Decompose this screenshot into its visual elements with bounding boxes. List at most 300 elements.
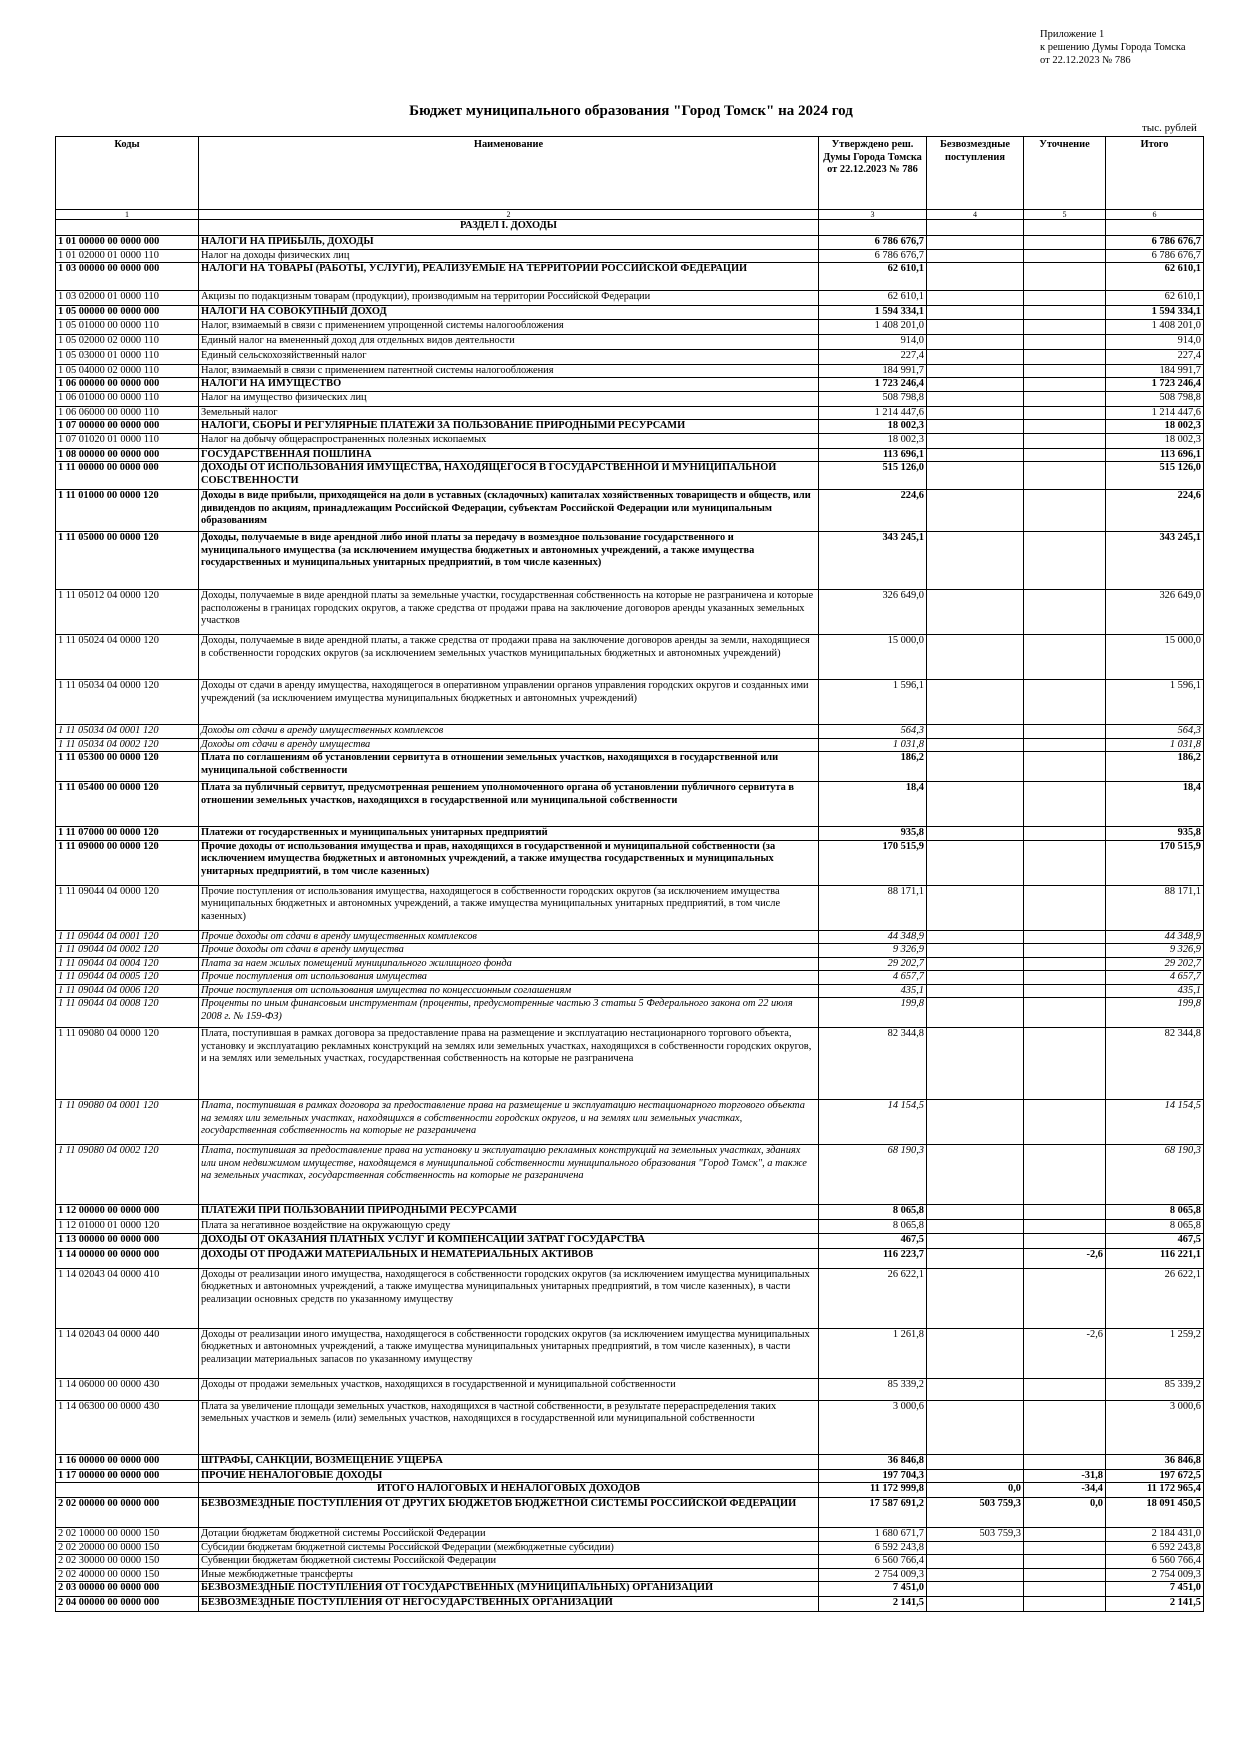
row-clarification	[1024, 635, 1106, 680]
row-approved: 6 786 676,7	[819, 236, 927, 250]
row-name: Налог на доходы физических лиц	[199, 249, 819, 263]
row-clarification	[1024, 590, 1106, 635]
column-number: 6	[1106, 210, 1204, 220]
column-number: 1	[56, 210, 199, 220]
row-total: 7 451,0	[1106, 1582, 1204, 1597]
table-row	[56, 236, 1204, 250]
row-gratuitous	[927, 957, 1024, 971]
row-code: 1 11 05400 00 0000 120	[56, 782, 199, 827]
row-approved: 36 846,8	[819, 1454, 927, 1469]
row-code: 1 11 07000 00 0000 120	[56, 827, 199, 841]
row-name: БЕЗВОЗМЕЗДНЫЕ ПОСТУПЛЕНИЯ ОТ ГОСУДАРСТВЕННЫХ (МУНИЦИПАЛЬНЫХ) ОРГАНИЗАЦИЙ	[199, 1582, 819, 1597]
table-row	[56, 885, 1204, 930]
table-row	[56, 1469, 1204, 1483]
row-gratuitous	[927, 291, 1024, 306]
row-code: 1 14 06000 00 0000 430	[56, 1378, 199, 1400]
table-row	[56, 1582, 1204, 1597]
row-total: 1 723 246,4	[1106, 378, 1204, 392]
row-code: 1 12 01000 01 0000 120	[56, 1220, 199, 1234]
row-clarification	[1024, 1268, 1106, 1328]
row-clarification	[1024, 349, 1106, 364]
table-row	[56, 1498, 1204, 1528]
row-code: 1 14 02043 04 0000 410	[56, 1268, 199, 1328]
table-row	[56, 319, 1204, 334]
row-code: 1 11 09044 04 0008 120	[56, 998, 199, 1028]
row-clarification	[1024, 680, 1106, 725]
row-clarification	[1024, 319, 1106, 334]
row-total: 18 002,3	[1106, 433, 1204, 448]
table-row	[56, 420, 1204, 434]
table-row	[56, 1145, 1204, 1205]
table-row	[56, 738, 1204, 752]
row-approved: 2 141,5	[819, 1597, 927, 1612]
row-total: 18,4	[1106, 782, 1204, 827]
row-name: Акцизы по подакцизным товарам (продукции), производимым на территории Российской Федерации	[199, 291, 819, 306]
row-code: 1 16 00000 00 0000 000	[56, 1454, 199, 1469]
row-clarification	[1024, 1568, 1106, 1582]
row-approved: 18,4	[819, 782, 927, 827]
row-gratuitous	[927, 635, 1024, 680]
row-approved: 82 344,8	[819, 1028, 927, 1100]
row-approved: 508 798,8	[819, 391, 927, 406]
row-total: 2 184 431,0	[1106, 1528, 1204, 1542]
row-total: 1 031,8	[1106, 738, 1204, 752]
row-gratuitous	[927, 1268, 1024, 1328]
row-clarification	[1024, 782, 1106, 827]
table-row	[56, 306, 1204, 320]
row-approved: 467,5	[819, 1233, 927, 1248]
row-approved: 26 622,1	[819, 1268, 927, 1328]
row-total: 1 596,1	[1106, 680, 1204, 725]
row-gratuitous	[927, 462, 1024, 490]
row-name: Налог, взимаемый в связи с применением упрощенной системы налогообложения	[199, 319, 819, 334]
row-code: 1 07 01020 01 0000 110	[56, 433, 199, 448]
row-code: 1 14 02043 04 0000 440	[56, 1328, 199, 1378]
row-gratuitous	[927, 306, 1024, 320]
row-clarification	[1024, 306, 1106, 320]
row-clarification	[1024, 1597, 1106, 1612]
row-clarification	[1024, 391, 1106, 406]
row-gratuitous	[927, 930, 1024, 944]
row-approved: 6 560 766,4	[819, 1555, 927, 1569]
row-code: 1 11 09080 04 0001 120	[56, 1100, 199, 1145]
row-code: 1 11 01000 00 0000 120	[56, 490, 199, 532]
row-name: ДОХОДЫ ОТ ИСПОЛЬЗОВАНИЯ ИМУЩЕСТВА, НАХОДЯЩЕГОСЯ В ГОСУДАРСТВЕННОЙ И МУНИЦИПАЛЬНОЙ СОБСТВЕННОСТИ	[199, 462, 819, 490]
row-approved: 88 171,1	[819, 885, 927, 930]
table-row	[56, 433, 1204, 448]
row-approved: 914,0	[819, 334, 927, 349]
row-name: ДОХОДЫ ОТ ПРОДАЖИ МАТЕРИАЛЬНЫХ И НЕМАТЕРИАЛЬНЫХ АКТИВОВ	[199, 1248, 819, 1268]
column-number-row	[56, 210, 1204, 220]
row-name: Доходы, получаемые в виде арендной либо иной платы за передачу в возмездное пользование государственного и муниципального имущества (за исключением имущества бюджетных и автономных учреждений, а также имущества государственных и муниципальных унитарных предприятий, в том числе казенных)	[199, 532, 819, 590]
row-approved: 224,6	[819, 490, 927, 532]
row-name: Проценты по иным финансовым инструментам (проценты, предусмотренные частью 3 статьи 5 Федерального закона от 22 июля 2008 г. № 159-ФЗ)	[199, 998, 819, 1028]
row-total: 9 326,9	[1106, 944, 1204, 958]
row-clarification	[1024, 984, 1106, 998]
row-total: 36 846,8	[1106, 1454, 1204, 1469]
row-clarification	[1024, 1145, 1106, 1205]
row-code: 1 05 01000 00 0000 110	[56, 319, 199, 334]
section-title: РАЗДЕЛ I. ДОХОДЫ	[199, 220, 819, 236]
row-approved: 4 657,7	[819, 971, 927, 985]
table-row	[56, 1528, 1204, 1542]
row-total: 62 610,1	[1106, 263, 1204, 291]
row-total: 1 594 334,1	[1106, 306, 1204, 320]
row-gratuitous	[927, 725, 1024, 739]
row-total: 1 214 447,6	[1106, 406, 1204, 420]
row-approved: 9 326,9	[819, 944, 927, 958]
row-total: 1 408 201,0	[1106, 319, 1204, 334]
budget-table	[55, 136, 1204, 1612]
row-gratuitous	[927, 1100, 1024, 1145]
table-row	[56, 635, 1204, 680]
row-gratuitous	[927, 532, 1024, 590]
table-row	[56, 725, 1204, 739]
row-approved: 17 587 691,2	[819, 1498, 927, 1528]
row-code: 1 11 05000 00 0000 120	[56, 532, 199, 590]
row-name: Доходы в виде прибыли, приходящейся на доли в уставных (складочных) капиталах хозяйственных товариществ и обществ, или дивидендов по акциям, принадлежащим Российской Федерации, субъектам Российской Федерации или муниципальным образованиям	[199, 490, 819, 532]
row-code: 1 08 00000 00 0000 000	[56, 448, 199, 462]
table-row	[56, 827, 1204, 841]
table-row	[56, 957, 1204, 971]
row-total: 227,4	[1106, 349, 1204, 364]
row-total: 326 649,0	[1106, 590, 1204, 635]
row-name: Субсидии бюджетам бюджетной системы Российской Федерации (межбюджетные субсидии)	[199, 1541, 819, 1555]
row-total: 11 172 965,4	[1106, 1483, 1204, 1498]
table-row	[56, 263, 1204, 291]
row-clarification	[1024, 1582, 1106, 1597]
row-gratuitous	[927, 1378, 1024, 1400]
row-total: 515 126,0	[1106, 462, 1204, 490]
header-clarification: Уточнение	[1024, 137, 1106, 210]
row-clarification: 0,0	[1024, 1498, 1106, 1528]
section-cell-empty	[927, 220, 1024, 236]
row-name: Единый сельскохозяйственный налог	[199, 349, 819, 364]
row-code: 1 14 00000 00 0000 000	[56, 1248, 199, 1268]
table-row	[56, 930, 1204, 944]
row-approved: 935,8	[819, 827, 927, 841]
row-code: 1 01 00000 00 0000 000	[56, 236, 199, 250]
row-approved: 186,2	[819, 752, 927, 782]
row-gratuitous	[927, 971, 1024, 985]
row-clarification	[1024, 930, 1106, 944]
table-header-row	[56, 137, 1204, 210]
row-clarification	[1024, 1100, 1106, 1145]
row-total: 44 348,9	[1106, 930, 1204, 944]
row-approved: 85 339,2	[819, 1378, 927, 1400]
row-gratuitous	[927, 1469, 1024, 1483]
row-total: 8 065,8	[1106, 1220, 1204, 1234]
row-gratuitous	[927, 1582, 1024, 1597]
row-approved: 1 408 201,0	[819, 319, 927, 334]
row-clarification	[1024, 334, 1106, 349]
row-clarification	[1024, 738, 1106, 752]
row-approved: 515 126,0	[819, 462, 927, 490]
table-row	[56, 1555, 1204, 1569]
row-clarification	[1024, 433, 1106, 448]
row-approved: 326 649,0	[819, 590, 927, 635]
appendix-line: к решению Думы Города Томска	[1040, 42, 1186, 53]
section-row	[56, 220, 1204, 236]
row-gratuitous	[927, 378, 1024, 392]
table-row	[56, 1568, 1204, 1582]
row-name: Плата за негативное воздействие на окружающую среду	[199, 1220, 819, 1234]
section-cell-empty	[56, 220, 199, 236]
row-total: 6 786 676,7	[1106, 249, 1204, 263]
row-gratuitous	[927, 1454, 1024, 1469]
row-approved: 564,3	[819, 725, 927, 739]
row-code: 1 11 09044 04 0002 120	[56, 944, 199, 958]
row-name: Прочие доходы от сдачи в аренду имущества	[199, 944, 819, 958]
row-total: 18 002,3	[1106, 420, 1204, 434]
row-total: 935,8	[1106, 827, 1204, 841]
table-row	[56, 364, 1204, 378]
row-code: 1 11 09044 04 0006 120	[56, 984, 199, 998]
row-code: 1 11 05034 04 0001 120	[56, 725, 199, 739]
table-row	[56, 1248, 1204, 1268]
row-approved: 11 172 999,8	[819, 1483, 927, 1498]
row-code: 1 05 02000 02 0000 110	[56, 334, 199, 349]
row-code: 1 11 09044 04 0004 120	[56, 957, 199, 971]
row-name: Субвенции бюджетам бюджетной системы Российской Федерации	[199, 1555, 819, 1569]
row-code: 1 11 05034 04 0002 120	[56, 738, 199, 752]
row-gratuitous	[927, 1400, 1024, 1454]
row-approved: 1 723 246,4	[819, 378, 927, 392]
header-total: Итого	[1106, 137, 1204, 210]
row-gratuitous	[927, 1145, 1024, 1205]
row-code: 2 02 40000 00 0000 150	[56, 1568, 199, 1582]
row-name: ПЛАТЕЖИ ПРИ ПОЛЬЗОВАНИИ ПРИРОДНЫМИ РЕСУРСАМИ	[199, 1205, 819, 1220]
row-clarification	[1024, 1541, 1106, 1555]
units-label: тыс. рублей	[1142, 122, 1197, 134]
row-code: 1 06 06000 00 0000 110	[56, 406, 199, 420]
row-approved: 1 261,8	[819, 1328, 927, 1378]
row-total: 6 560 766,4	[1106, 1555, 1204, 1569]
row-clarification	[1024, 462, 1106, 490]
row-gratuitous	[927, 782, 1024, 827]
row-approved: 18 002,3	[819, 433, 927, 448]
row-code	[56, 1483, 199, 1498]
row-clarification	[1024, 364, 1106, 378]
row-clarification	[1024, 752, 1106, 782]
row-code: 1 11 09080 04 0002 120	[56, 1145, 199, 1205]
row-code: 1 11 09080 04 0000 120	[56, 1028, 199, 1100]
row-gratuitous	[927, 433, 1024, 448]
row-total: 68 190,3	[1106, 1145, 1204, 1205]
row-name: Плата за наем жилых помещений муниципального жилищного фонда	[199, 957, 819, 971]
row-approved: 6 786 676,7	[819, 249, 927, 263]
table-row	[56, 349, 1204, 364]
row-name: Плата, поступившая за предоставление права на установку и эксплуатацию рекламных конструкций на земельных участках, зданиях или ином недвижимом имуществе, находящемся в муниципальной собственности муниципального образования "Город Томск", а также на земельных участках, государственная собственность на которые не разграничена	[199, 1145, 819, 1205]
row-total: 14 154,5	[1106, 1100, 1204, 1145]
row-code: 2 03 00000 00 0000 000	[56, 1582, 199, 1597]
row-gratuitous	[927, 1028, 1024, 1100]
row-gratuitous	[927, 680, 1024, 725]
row-approved: 62 610,1	[819, 291, 927, 306]
table-row	[56, 1328, 1204, 1378]
row-gratuitous	[927, 319, 1024, 334]
header-approved: Утверждено реш. Думы Города Томска от 22.12.2023 № 786	[819, 137, 927, 210]
row-total: 6 592 243,8	[1106, 1541, 1204, 1555]
table-row	[56, 249, 1204, 263]
row-name: Прочие поступления от использования имущества, находящегося в собственности городских округов (за исключением имущества муниципальных бюджетных и автономных учреждений, а также имущества муниципальных унитарных предприятий, в том числе казенных)	[199, 885, 819, 930]
table-row	[56, 1378, 1204, 1400]
row-total: 170 515,9	[1106, 840, 1204, 885]
row-approved: 116 223,7	[819, 1248, 927, 1268]
row-approved: 1 596,1	[819, 680, 927, 725]
table-row	[56, 1483, 1204, 1498]
row-name: Доходы, получаемые в виде арендной платы, а также средства от продажи права на заключение договоров аренды за земли, находящиеся в собственности городских округов (за исключением земельных участков муниципальных бюджетных и автономных учреждений)	[199, 635, 819, 680]
row-clarification	[1024, 291, 1106, 306]
table-row	[56, 378, 1204, 392]
row-code: 1 05 00000 00 0000 000	[56, 306, 199, 320]
row-approved: 113 696,1	[819, 448, 927, 462]
row-clarification	[1024, 827, 1106, 841]
row-approved: 15 000,0	[819, 635, 927, 680]
row-name: Налог, взимаемый в связи с применением патентной системы налогообложения	[199, 364, 819, 378]
row-gratuitous	[927, 406, 1024, 420]
appendix-note	[1040, 28, 1230, 67]
row-total: 2 141,5	[1106, 1597, 1204, 1612]
table-row	[56, 590, 1204, 635]
section-cell-empty	[1106, 220, 1204, 236]
row-total: 2 754 009,3	[1106, 1568, 1204, 1582]
row-name: ГОСУДАРСТВЕННАЯ ПОШЛИНА	[199, 448, 819, 462]
table-row	[56, 1268, 1204, 1328]
row-approved: 62 610,1	[819, 263, 927, 291]
row-clarification	[1024, 378, 1106, 392]
row-gratuitous	[927, 391, 1024, 406]
row-approved: 1 680 671,7	[819, 1528, 927, 1542]
row-name: Доходы от реализации иного имущества, находящегося в собственности городских округов (за исключением имущества муниципальных бюджетных и автономных учреждений, а также имущества муниципальных унитарных предприятий, в том числе казенных), в части реализации материальных запасов по указанному имуществу	[199, 1328, 819, 1378]
row-approved: 1 594 334,1	[819, 306, 927, 320]
row-clarification	[1024, 263, 1106, 291]
row-total: 88 171,1	[1106, 885, 1204, 930]
table-row	[56, 1220, 1204, 1234]
table-row	[56, 840, 1204, 885]
row-clarification: -2,6	[1024, 1248, 1106, 1268]
row-gratuitous: 503 759,3	[927, 1528, 1024, 1542]
table-row	[56, 752, 1204, 782]
row-gratuitous	[927, 944, 1024, 958]
row-approved: 170 515,9	[819, 840, 927, 885]
table-row	[56, 406, 1204, 420]
row-approved: 3 000,6	[819, 1400, 927, 1454]
row-gratuitous	[927, 1541, 1024, 1555]
row-code: 1 13 00000 00 0000 000	[56, 1233, 199, 1248]
table-row	[56, 1454, 1204, 1469]
row-gratuitous	[927, 364, 1024, 378]
table-row	[56, 462, 1204, 490]
row-clarification	[1024, 1378, 1106, 1400]
row-total: 199,8	[1106, 998, 1204, 1028]
row-code: 1 11 09044 04 0005 120	[56, 971, 199, 985]
row-name: Доходы от продажи земельных участков, находящихся в государственной и муниципальной собственности	[199, 1378, 819, 1400]
row-clarification	[1024, 957, 1106, 971]
row-gratuitous	[927, 752, 1024, 782]
row-total: 224,6	[1106, 490, 1204, 532]
table-row	[56, 334, 1204, 349]
row-clarification	[1024, 971, 1106, 985]
row-approved: 197 704,3	[819, 1469, 927, 1483]
row-clarification	[1024, 840, 1106, 885]
row-gratuitous	[927, 349, 1024, 364]
row-name: Доходы, получаемые в виде арендной платы за земельные участки, государственная собственность на которые не разграничена и которые расположены в границах городских округов, а также средства от продажи права на заключение договоров аренды указанных земельных участков	[199, 590, 819, 635]
row-total: 508 798,8	[1106, 391, 1204, 406]
row-name: НАЛОГИ НА ТОВАРЫ (РАБОТЫ, УСЛУГИ), РЕАЛИЗУЕМЫЕ НА ТЕРРИТОРИИ РОССИЙСКОЙ ФЕДЕРАЦИИ	[199, 263, 819, 291]
row-code: 1 12 00000 00 0000 000	[56, 1205, 199, 1220]
row-name: БЕЗВОЗМЕЗДНЫЕ ПОСТУПЛЕНИЯ ОТ ДРУГИХ БЮДЖЕТОВ БЮДЖЕТНОЙ СИСТЕМЫ РОССИЙСКОЙ ФЕДЕРАЦИИ	[199, 1498, 819, 1528]
row-name: Платежи от государственных и муниципальных унитарных предприятий	[199, 827, 819, 841]
table-row	[56, 1233, 1204, 1248]
row-code: 2 02 00000 00 0000 000	[56, 1498, 199, 1528]
row-gratuitous	[927, 420, 1024, 434]
row-clarification: -34,4	[1024, 1483, 1106, 1498]
row-code: 2 02 10000 00 0000 150	[56, 1528, 199, 1542]
row-code: 2 02 30000 00 0000 150	[56, 1555, 199, 1569]
row-clarification	[1024, 406, 1106, 420]
row-code: 1 11 05034 04 0000 120	[56, 680, 199, 725]
row-code: 1 11 05024 04 0000 120	[56, 635, 199, 680]
row-approved: 343 245,1	[819, 532, 927, 590]
row-gratuitous	[927, 1233, 1024, 1248]
row-approved: 18 002,3	[819, 420, 927, 434]
row-gratuitous	[927, 1205, 1024, 1220]
row-total: 3 000,6	[1106, 1400, 1204, 1454]
table-row	[56, 1400, 1204, 1454]
table-row	[56, 391, 1204, 406]
row-total: 29 202,7	[1106, 957, 1204, 971]
row-clarification	[1024, 885, 1106, 930]
appendix-line: от 22.12.2023 № 786	[1040, 55, 1131, 66]
row-clarification	[1024, 532, 1106, 590]
row-name: Плата по соглашениям об установлении сервитута в отношении земельных участков, находящихся в государственной или муниципальной собственности	[199, 752, 819, 782]
row-name: НАЛОГИ, СБОРЫ И РЕГУЛЯРНЫЕ ПЛАТЕЖИ ЗА ПОЛЬЗОВАНИЕ ПРИРОДНЫМИ РЕСУРСАМИ	[199, 420, 819, 434]
row-name: Налог на добычу общераспространенных полезных ископаемых	[199, 433, 819, 448]
row-total: 564,3	[1106, 725, 1204, 739]
row-name: Доходы от реализации иного имущества, находящегося в собственности городских округов (за исключением имущества муниципальных бюджетных и автономных учреждений, а также имущества муниципальных унитарных предприятий, в том числе казенных), в части реализации основных средств по указанному имуществу	[199, 1268, 819, 1328]
row-approved: 227,4	[819, 349, 927, 364]
row-code: 1 11 09044 04 0001 120	[56, 930, 199, 944]
row-total: 467,5	[1106, 1233, 1204, 1248]
row-code: 1 11 00000 00 0000 000	[56, 462, 199, 490]
row-name: Плата за публичный сервитут, предусмотренная решением уполномоченного органа об установлении публичного сервитута в отношении земельных участков, находящихся в государственной или муниципальной собственности	[199, 782, 819, 827]
row-name: Земельный налог	[199, 406, 819, 420]
row-approved: 29 202,7	[819, 957, 927, 971]
row-code: 1 06 01000 00 0000 110	[56, 391, 199, 406]
row-approved: 2 754 009,3	[819, 1568, 927, 1582]
row-gratuitous	[927, 1220, 1024, 1234]
row-total: 1 259,2	[1106, 1328, 1204, 1378]
column-number: 2	[199, 210, 819, 220]
row-name: Иные межбюджетные трансферты	[199, 1568, 819, 1582]
table-row	[56, 782, 1204, 827]
row-name: БЕЗВОЗМЕЗДНЫЕ ПОСТУПЛЕНИЯ ОТ НЕГОСУДАРСТВЕННЫХ ОРГАНИЗАЦИЙ	[199, 1597, 819, 1612]
table-row	[56, 490, 1204, 532]
table-row	[56, 1597, 1204, 1612]
row-total: 15 000,0	[1106, 635, 1204, 680]
row-total: 435,1	[1106, 984, 1204, 998]
row-approved: 435,1	[819, 984, 927, 998]
row-name: Прочие доходы от использования имущества и прав, находящихся в государственной и муниципальной собственности (за исключением имущества бюджетных и автономных учреждений, а также имущества государственных и муниципальных унитарных предприятий, в том числе казенных)	[199, 840, 819, 885]
row-gratuitous	[927, 448, 1024, 462]
section-cell-empty	[1024, 220, 1106, 236]
row-gratuitous	[927, 738, 1024, 752]
row-approved: 1 031,8	[819, 738, 927, 752]
row-gratuitous	[927, 998, 1024, 1028]
row-clarification: -31,8	[1024, 1469, 1106, 1483]
row-clarification	[1024, 448, 1106, 462]
